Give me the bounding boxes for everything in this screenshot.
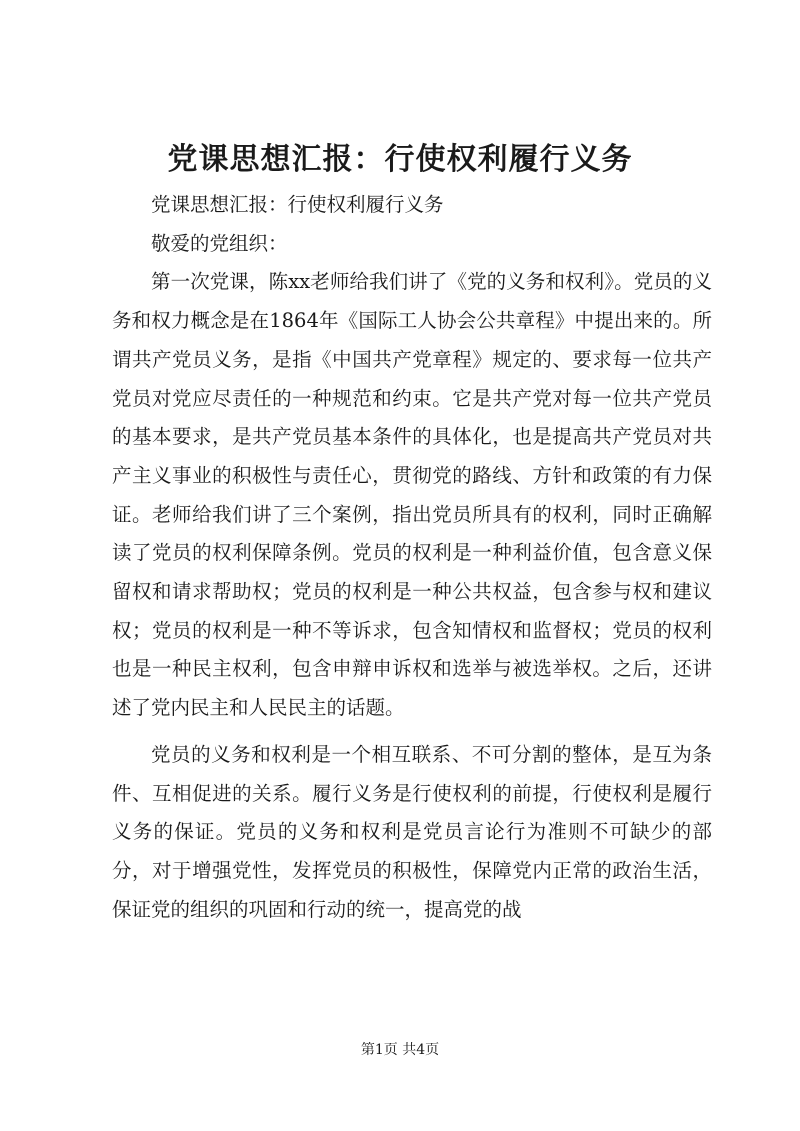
body-paragraph: 第一次党课，陈xx老师给我们讲了《党的义务和权利》。党员的义务和权力概念是在1864年《国际工人协会公共章程》中提出来的。所谓共产党员义务，是指《中国共产党章程》规定的、要求每一位共产党员对党应尽责任的一种规范和约束。它是共产党对每一位共产党员的基本要求，是共产党员基本条件的具体化，也是提高共产党员对共产主义事业的积极性与责任心，贯彻党的路线、方针和政策的有力保证。老师给我们讲了三个案例，指出党员所具有的权利，同时正确解读了党员的权利保障条例。党员的权利是一种利益价值，包含意义保留权和请求帮助权；党员的权利是一种公共权益，包含参与权和建议权；党员的权利是一种不等诉求，包含知情权和监督权；党员的权利也是一种民主权利，包含申辩申诉权和选举与被选举权。之后，还讲述了党内民主和人民民主的话题。: [112, 270, 712, 720]
body-paragraph-subtitle: 党课思想汇报：行使权利履行义务: [151, 193, 444, 216]
document-title: 党课思想汇报：行使权利履行义务: [167, 142, 633, 177]
page-footer: 第1页 共4页: [360, 1042, 440, 1058]
body-paragraph: 党员的义务和权利是一个相互联系、不可分割的整体，是互为条件、互相促进的关系。履行义务是行使权利的前提，行使权利是履行义务的保证。党员的义务和权利是党员言论行为准则不可缺少的部分，对于增强党性，发挥党员的积极性，保障党内正常的政治生活，保证党的组织的巩固和行动的统一，提高党的战: [112, 742, 712, 921]
document-body: [112, 186, 712, 929]
body-paragraph-salutation: 敬爱的党组织：: [151, 231, 288, 255]
